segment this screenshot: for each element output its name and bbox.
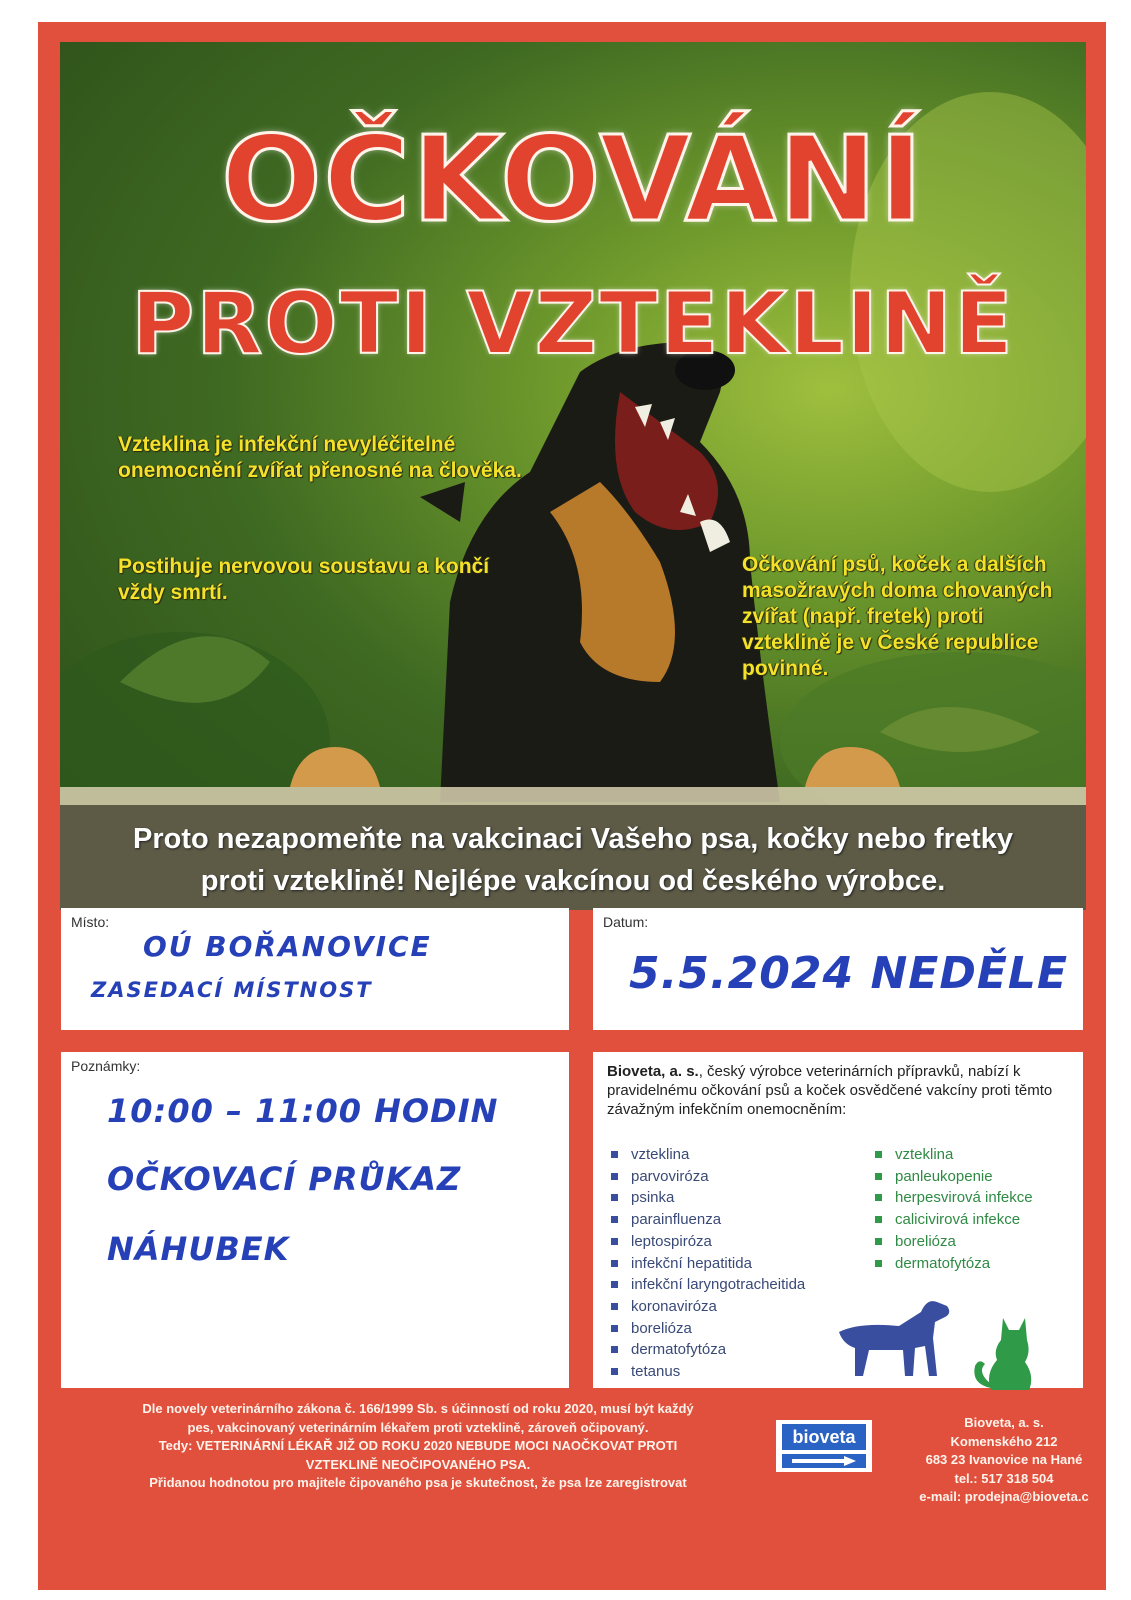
bullet-square-icon bbox=[611, 1194, 618, 1201]
bullet-square-icon bbox=[875, 1260, 882, 1267]
disease-name: vzteklina bbox=[895, 1146, 954, 1163]
disease-name: dermatofytóza bbox=[895, 1254, 991, 1272]
bullet-square-icon bbox=[875, 1151, 882, 1158]
disease-name: borelióza bbox=[895, 1232, 956, 1250]
dog-disease-list bbox=[605, 1144, 805, 1383]
notes-box bbox=[61, 1052, 569, 1388]
company-address bbox=[906, 1414, 1102, 1507]
legal-line-2: pes, vakcinovaný veterinárním lékařem proti vzteklině, zároveň očipovaný. bbox=[187, 1419, 649, 1435]
disease-name: parainfluenza bbox=[631, 1211, 722, 1229]
disease-item bbox=[605, 1209, 805, 1231]
logo-text: bioveta bbox=[792, 1427, 856, 1447]
disease-name: calicivirová infekce bbox=[895, 1211, 1021, 1229]
rabies-description: Vzteklina je infekční nevyléčitelné onemocnění zvířat přenosné na člověka. bbox=[118, 433, 522, 482]
bullet-square-icon bbox=[611, 1368, 618, 1375]
legal-notice bbox=[58, 1400, 778, 1493]
company-name-bold: Bioveta, a. s. bbox=[607, 1063, 699, 1080]
disease-name: psinka bbox=[631, 1189, 675, 1207]
date-box bbox=[593, 908, 1083, 1030]
vaccine-intro bbox=[607, 1062, 1069, 1119]
main-title: OČKOVÁNÍ bbox=[221, 110, 925, 248]
notes-label: Poznámky: bbox=[71, 1058, 141, 1074]
disease-item bbox=[869, 1187, 1033, 1209]
bullet-square-icon bbox=[611, 1260, 618, 1267]
disease-item bbox=[869, 1253, 1033, 1275]
disease-name: dermatofytóza bbox=[631, 1341, 727, 1359]
reminder-text bbox=[60, 818, 1086, 902]
hero-photo bbox=[60, 42, 1086, 910]
cat-disease-list bbox=[869, 1144, 1033, 1274]
disease-name: vzteklina bbox=[631, 1146, 690, 1163]
disease-name: parvoviróza bbox=[631, 1167, 709, 1185]
disease-item bbox=[605, 1274, 805, 1296]
disease-item bbox=[869, 1166, 1033, 1188]
disease-item bbox=[605, 1296, 805, 1318]
poster bbox=[38, 22, 1106, 1590]
notes-line-1: 10:00 – 11:00 HODIN bbox=[107, 1092, 499, 1130]
vaccine-info-box bbox=[593, 1052, 1083, 1388]
bioveta-logo bbox=[776, 1420, 872, 1472]
place-label: Místo: bbox=[71, 914, 110, 930]
reminder-line-2: proti vzteklině! Nejlépe vakcínou od českého výrobce. bbox=[200, 865, 946, 897]
disease-item bbox=[605, 1144, 805, 1166]
bullet-square-icon bbox=[611, 1238, 618, 1245]
disease-item bbox=[605, 1361, 805, 1383]
place-value-line-1: OÚ BOŘANOVICE bbox=[143, 930, 432, 963]
date-label: Datum: bbox=[603, 914, 649, 930]
subtitle: PROTI VZTEKLINĚ bbox=[131, 274, 1015, 374]
company-name: Bioveta, a. s. bbox=[964, 1415, 1044, 1430]
place-value-line-2: ZASEDACÍ MÍSTNOST bbox=[91, 978, 373, 1002]
reminder-line-1: Proto nezapomeňte na vakcinaci Vašeho psa, kočky nebo fretky bbox=[133, 823, 1013, 855]
disease-item bbox=[605, 1231, 805, 1253]
disease-item bbox=[869, 1209, 1033, 1231]
notes-line-3: NÁHUBEK bbox=[107, 1230, 290, 1268]
bullet-square-icon bbox=[875, 1216, 882, 1223]
disease-item bbox=[869, 1144, 1033, 1166]
legal-line-5: Přidanou hodnotou pro majitele čipovaného psa je skutečnost, že psa lze zaregistrovat bbox=[149, 1475, 687, 1490]
date-value: 5.5.2024 NEDĚLE bbox=[629, 948, 1068, 999]
dog-silhouette-icon bbox=[829, 1292, 959, 1382]
disease-name: tetanus bbox=[631, 1363, 681, 1381]
place-box bbox=[61, 908, 569, 1030]
cat-silhouette-icon bbox=[963, 1314, 1043, 1394]
bullet-square-icon bbox=[611, 1151, 618, 1158]
disease-name: herpesvirová infekce bbox=[895, 1189, 1033, 1207]
disease-item bbox=[605, 1166, 805, 1188]
company-email[interactable]: e-mail: prodejna@bioveta.c bbox=[919, 1489, 1089, 1504]
bullet-square-icon bbox=[611, 1281, 618, 1288]
rabies-effects: Postihuje nervovou soustavu a končí vždy smrtí. bbox=[118, 555, 490, 604]
vaccine-intro-text: , český výrobce veterinárních přípravků, nabízí k pravidelnému očkování psů a koček osvědčené vakcíny proti těmto závažným infekčním onemocněním: bbox=[607, 1063, 1053, 1118]
disease-item bbox=[605, 1339, 805, 1361]
disease-name: panleukopenie bbox=[895, 1167, 993, 1185]
disease-item bbox=[605, 1187, 805, 1209]
disease-name: infekční hepatitida bbox=[631, 1254, 752, 1272]
bullet-square-icon bbox=[611, 1303, 618, 1310]
company-street: Komenského 212 bbox=[950, 1433, 1058, 1449]
bullet-square-icon bbox=[611, 1346, 618, 1353]
legal-line-1: Dle novely veterinárního zákona č. 166/1999 Sb. s účinností od roku 2020, musí být každý bbox=[142, 1401, 694, 1416]
vaccination-mandatory-note: Očkování psů, koček a dalších masožravých doma chovaných zvířat (např. fretek) proti vzteklině je v České republice povinné. bbox=[742, 553, 1053, 680]
notes-line-2: OČKOVACÍ PRŮKAZ bbox=[107, 1160, 462, 1198]
disease-name: borelióza bbox=[631, 1319, 692, 1337]
disease-name: infekční laryngotracheitida bbox=[631, 1276, 806, 1294]
bullet-square-icon bbox=[611, 1216, 618, 1223]
company-city: 683 23 Ivanovice na Hané bbox=[925, 1452, 1083, 1467]
legal-line-3: Tedy: VETERINÁRNÍ LÉKAŘ JIŽ OD ROKU 2020 NEBUDE MOCI NAOČKOVAT PROTI bbox=[158, 1438, 678, 1453]
company-phone: tel.: 517 318 504 bbox=[954, 1470, 1054, 1486]
disease-name: koronaviróza bbox=[631, 1297, 717, 1315]
bullet-square-icon bbox=[875, 1238, 882, 1245]
disease-item bbox=[605, 1318, 805, 1340]
bullet-square-icon bbox=[875, 1194, 882, 1201]
disease-item bbox=[869, 1231, 1033, 1253]
bullet-square-icon bbox=[611, 1325, 618, 1332]
legal-line-4: VZTEKLINĚ NEOČIPOVANÉHO PSA. bbox=[305, 1456, 531, 1472]
bullet-square-icon bbox=[875, 1173, 882, 1180]
bullet-square-icon bbox=[611, 1173, 618, 1180]
disease-item bbox=[605, 1253, 805, 1275]
disease-name: leptospiróza bbox=[631, 1232, 712, 1250]
